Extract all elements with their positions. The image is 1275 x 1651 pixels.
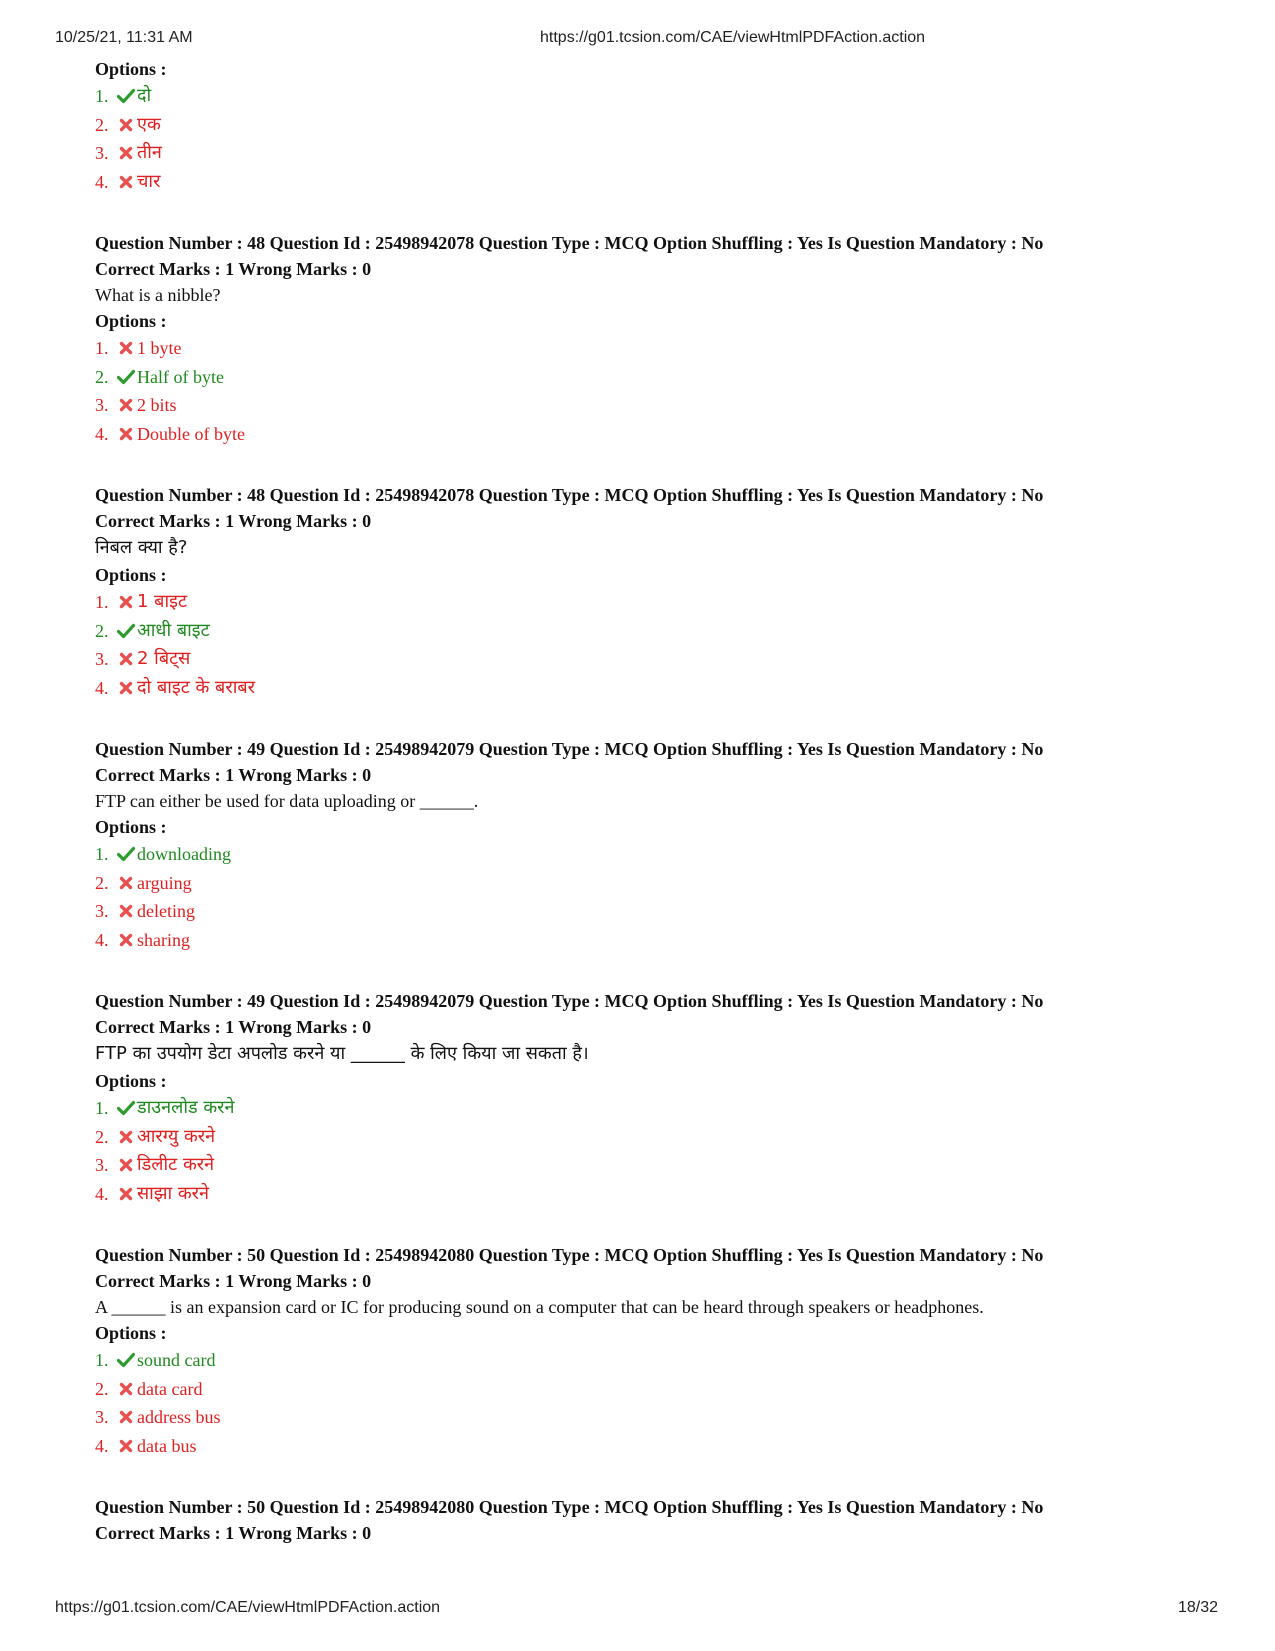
option-text: downloading <box>137 844 231 864</box>
option-item <box>95 674 1215 703</box>
option-item <box>95 1375 1215 1404</box>
options-label: Options : <box>95 1071 167 1091</box>
option-text: 1 byte <box>137 338 182 358</box>
checkmark-icon <box>115 1352 137 1368</box>
options-label: Options : <box>95 1323 167 1343</box>
question-marks: Correct Marks : 1 Wrong Marks : 0 <box>95 765 372 785</box>
option-text: sound card <box>137 1350 216 1370</box>
option-number: 4. <box>95 677 109 698</box>
cross-icon <box>115 595 137 609</box>
question-meta: Question Number : 48 Question Id : 25498942078 Question Type : MCQ Option Shuffling : Yes Is Question Mandatory : No <box>95 233 1044 253</box>
option-number: 3. <box>95 395 109 415</box>
option-text: data bus <box>137 1435 197 1456</box>
option-item <box>95 139 1215 168</box>
option-item <box>95 897 1215 926</box>
question-meta: Question Number : 50 Question Id : 25498942080 Question Type : MCQ Option Shuffling : Yes Is Question Mandatory : No <box>95 1497 1044 1517</box>
option-text: आधी बाइट <box>137 619 210 641</box>
option-number: 4. <box>95 1435 109 1456</box>
option-text: address bus <box>137 1407 221 1427</box>
question-meta: Question Number : 48 Question Id : 25498942078 Question Type : MCQ Option Shuffling : Yes Is Question Mandatory : No <box>95 485 1044 505</box>
option-item <box>95 334 1215 363</box>
option-item <box>95 1403 1215 1432</box>
question-block <box>95 482 1215 702</box>
option-text: दो <box>137 85 152 106</box>
question-block <box>95 736 1215 954</box>
question-meta: Question Number : 49 Question Id : 25498942079 Question Type : MCQ Option Shuffling : Yes Is Question Mandatory : No <box>95 739 1044 759</box>
options-label: Options : <box>95 817 167 837</box>
option-item <box>95 1151 1215 1180</box>
question-meta: Question Number : 49 Question Id : 25498942079 Question Type : MCQ Option Shuffling : Yes Is Question Mandatory : No <box>95 991 1044 1011</box>
option-text: arguing <box>137 872 192 893</box>
option-number: 1. <box>95 1350 109 1370</box>
option-item <box>95 1346 1215 1375</box>
option-number: 1. <box>95 1098 109 1118</box>
option-item <box>95 1123 1215 1152</box>
option-number: 1. <box>95 844 109 864</box>
checkmark-icon <box>115 846 137 862</box>
cross-icon <box>115 1382 137 1396</box>
option-number: 2. <box>95 872 109 893</box>
cross-icon <box>115 652 137 666</box>
option-text: साझा करने <box>137 1182 209 1204</box>
cross-icon <box>115 681 137 695</box>
cross-icon <box>115 1130 137 1144</box>
option-number: 3. <box>95 901 109 921</box>
question-text: A ______ is an expansion card or IC for producing sound on a computer that can be heard through speakers or headphones. <box>95 1297 984 1317</box>
cross-icon <box>115 118 137 132</box>
option-number: 1. <box>95 592 109 612</box>
checkmark-icon <box>115 88 137 104</box>
option-text: आरग्यु करने <box>137 1125 216 1147</box>
question-block <box>95 56 1215 196</box>
option-number: 4. <box>95 1183 109 1204</box>
option-text: deleting <box>137 901 195 921</box>
option-item <box>95 420 1215 449</box>
option-number: 2. <box>95 620 109 641</box>
cross-icon <box>115 1187 137 1201</box>
option-number: 4. <box>95 171 109 192</box>
cross-icon <box>115 175 137 189</box>
option-number: 3. <box>95 1407 109 1427</box>
option-text: 1 बाइट <box>137 591 188 612</box>
question-text: निबल क्या है? <box>95 537 188 558</box>
page-number: 18/32 <box>1178 1599 1219 1616</box>
options-label: Options : <box>95 59 167 79</box>
question-text: FTP का उपयोग डेटा अपलोड करने या ______ के लिए किया जा सकता है। <box>95 1043 589 1064</box>
option-number: 1. <box>95 338 109 358</box>
option-text: 2 bits <box>137 395 177 415</box>
cross-icon <box>115 933 137 947</box>
question-marks: Correct Marks : 1 Wrong Marks : 0 <box>95 511 372 531</box>
option-item <box>95 168 1215 197</box>
question-marks: Correct Marks : 1 Wrong Marks : 0 <box>95 1271 372 1291</box>
option-item <box>95 1094 1215 1123</box>
options-label: Options : <box>95 565 167 585</box>
question-block <box>95 1494 1215 1546</box>
option-text: Half of byte <box>137 366 224 387</box>
option-text: तीन <box>137 142 162 163</box>
options-label: Options : <box>95 311 167 331</box>
question-list <box>95 56 1215 1580</box>
question-meta: Question Number : 50 Question Id : 25498942080 Question Type : MCQ Option Shuffling : Yes Is Question Mandatory : No <box>95 1245 1044 1265</box>
option-text: एक <box>137 113 161 135</box>
option-item <box>95 840 1215 869</box>
checkmark-icon <box>115 1100 137 1116</box>
cross-icon <box>115 1158 137 1172</box>
option-item <box>95 1180 1215 1209</box>
option-item <box>95 869 1215 898</box>
option-number: 3. <box>95 649 109 669</box>
question-marks: Correct Marks : 1 Wrong Marks : 0 <box>95 259 372 279</box>
question-block <box>95 1242 1215 1460</box>
option-number: 2. <box>95 1378 109 1399</box>
option-item <box>95 82 1215 111</box>
cross-icon <box>115 1410 137 1424</box>
option-number: 3. <box>95 143 109 163</box>
question-text: What is a nibble? <box>95 285 221 305</box>
option-number: 4. <box>95 929 109 950</box>
question-block <box>95 230 1215 448</box>
cross-icon <box>115 904 137 918</box>
cross-icon <box>115 341 137 355</box>
question-marks: Correct Marks : 1 Wrong Marks : 0 <box>95 1523 372 1543</box>
option-item <box>95 926 1215 955</box>
print-datetime: 10/25/21, 11:31 AM <box>55 29 193 46</box>
option-number: 2. <box>95 114 109 135</box>
option-text: sharing <box>137 929 190 950</box>
option-item <box>95 645 1215 674</box>
option-text: डिलीट करने <box>137 1154 215 1175</box>
option-number: 4. <box>95 423 109 444</box>
cross-icon <box>115 146 137 160</box>
option-item <box>95 391 1215 420</box>
cross-icon <box>115 398 137 412</box>
option-number: 2. <box>95 1126 109 1147</box>
checkmark-icon <box>115 623 137 639</box>
option-text: 2 बिट्स <box>137 648 191 669</box>
option-number: 3. <box>95 1155 109 1175</box>
option-item <box>95 588 1215 617</box>
checkmark-icon <box>115 369 137 385</box>
cross-icon <box>115 876 137 890</box>
option-item <box>95 1432 1215 1461</box>
option-text: data card <box>137 1378 203 1399</box>
option-text: दो बाइट के बराबर <box>137 676 256 698</box>
question-block <box>95 988 1215 1208</box>
print-footer-url: https://g01.tcsion.com/CAE/viewHtmlPDFAction.action <box>55 1599 441 1616</box>
question-text: FTP can either be used for data uploading or ______. <box>95 791 479 811</box>
option-text: Double of byte <box>137 423 245 444</box>
question-marks: Correct Marks : 1 Wrong Marks : 0 <box>95 1017 372 1037</box>
print-header-url: https://g01.tcsion.com/CAE/viewHtmlPDFAction.action <box>540 29 926 46</box>
cross-icon <box>115 1439 137 1453</box>
option-item <box>95 363 1215 392</box>
option-text: चार <box>137 170 161 192</box>
option-number: 2. <box>95 366 109 387</box>
cross-icon <box>115 427 137 441</box>
option-text: डाउनलोड करने <box>137 1097 235 1118</box>
option-item <box>95 111 1215 140</box>
option-number: 1. <box>95 86 109 106</box>
option-item <box>95 617 1215 646</box>
